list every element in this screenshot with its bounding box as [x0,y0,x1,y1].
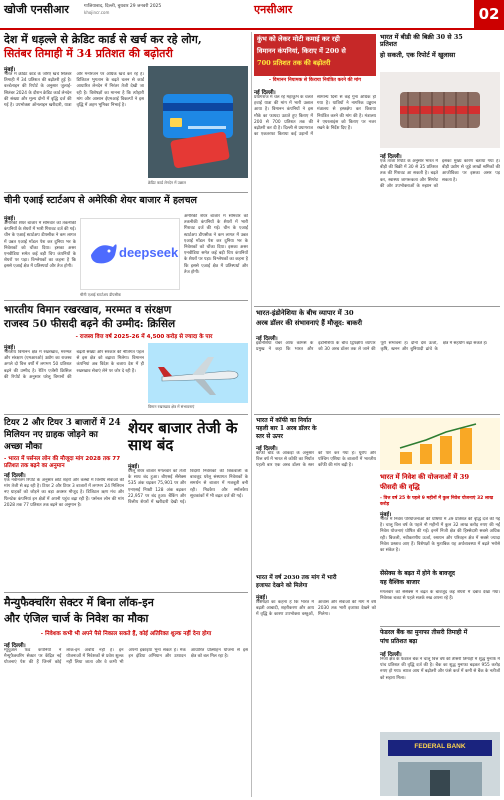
headline-line: अरब डॉलर की संभावनाएं हैं मौजूद: बाकरी [256,319,363,327]
headline-line: कुंभ को लेकर मोटी कमाई कर रही [257,35,340,43]
headline-line: फेडरल बैंक का मुनाफा तीसरी तिमाही में [380,629,468,636]
article-dateline: नई दिल्ली। [256,336,278,342]
article-body: कॉफी बोर्ड के आंकड़ों के अनुसार वित्त वर्ष में भारत से कॉफी का निर्यात पहली बार एक अरब डॉलर के स्तर को पार कर गया है। यूरोप और पश्चिम एशिया के बाजारों में भारतीय कॉफी की मांग बढ़ी है। [256,451,376,469]
article-body: अमेरिकी शेयर बाजार में सोमवार को तकनीकी कंपनियों के शेयरों में भारी गिरावट दर्ज की गई। चीन के एआई स्टार्टअप डीपसीक ने कम लागत में उन्नत एआई मॉडल पेश कर दुनिया भर के निवेशकों को चौंका दिया। इसका असर एनवीडिया समेत कई बड़ी चिप कंपनियों के शेयरों पर पड़ा। विश्लेषकों का कहना है कि इससे एआई क्षेत्र में प्रतिस्पर्धा और तेज होगी। [4,221,76,270]
headline-line: फीसदी की वृद्धि [380,483,420,491]
article-dateline: मुंबई। [128,464,140,470]
article-subhead: - निवेशक कभी भी अपने पैसे निकाल सकते हैं, कोई अतिरिक्त शुल्क नहीं देना होगा [40,631,212,637]
article-body: घरेलू शेयर बाजार मंगलवार को तेजी के साथ बंद हुआ। बीएसई सेंसेक्स 535 अंक चढ़कर 75,901 पर और एनएसई निफ्टी 128 अंक बढ़कर 22,957 पर बंद हुआ। बैंकिंग और वित्तीय शेयरों में खरीदारी देखी गई। विदेशी निवेशकों की बिकवाली के बावजूद घरेलू संस्थागत निवेशकों के समर्थन से बाजार में मजबूती बनी रही। मिडकैप और स्मॉलकैप सूचकांकों में भी बढ़त दर्ज की गई। [128,469,248,506]
headline-line: विमानन कंपनियां, किराए में 200 से [257,47,346,55]
airplane-icon [148,343,248,403]
article-subhead: - भारत में पर्सनल लोन की मौजूदा मांग 2028 तक 77 प्रतिशत तक बढ़ने का अनुमान [4,456,121,469]
coins-growth-icon [380,418,500,470]
article-dateline: नई दिल्ली। [4,473,26,479]
column-divider [251,32,252,797]
article-subhead: - राजस्व वित्त वर्ष 2025-26 में 4,500 करोड़ से ज्यादा के पार [75,334,213,340]
headline-line: यह वैश्विक बाजार [380,579,420,586]
article-dateline: मुंबई। [256,595,268,601]
headline-line: मैन्युफैक्चरिंग सेक्टर में बिना लॉक-इन [4,596,154,609]
headline-line: भारत में कॉफी का निर्यात [256,417,312,424]
article-dateline: नई दिल्ली। [380,154,402,160]
section-rule [4,300,248,301]
headline-line: इजाफा देखने को मिलेगा [256,583,308,589]
headline-line: 700 प्रतिशत तक की बढ़ोतरी [257,59,331,67]
article-body: इंडोनेशिया चैंबर ऑफ कॉमर्स के प्रमुख ने कहा कि भारत और इंडोनेशिया के बीच द्विपक्षीय व्यापार को 30 अरब डॉलर तक ले जाने की पूरी संभावना है। दोनों देश ऊर्जा, कृषि, खनन और बुनियादी ढांचे के क्षेत्र में सहयोग बढ़ा सकते हैं। [256,341,488,353]
headline-line: टियर 2 और टियर 3 बाजारों में 24 [4,418,121,428]
bidi-photo [380,72,500,148]
article-dateline: नई दिल्ली। [380,652,402,658]
federal-bank-photo [380,732,500,796]
article-subhead: - वित्त वर्ष 25 के पहले 9 महीनों में कुल निवेश योजनाएं 32 लाख करोड़ [380,496,494,507]
headline-line: पांच प्रतिशत बढ़ा [380,638,418,645]
bank-sign-text: FEDERAL BANK [414,743,466,750]
article-dateline: नई दिल्ली। [254,90,276,96]
deepseek-logo-panel [80,218,180,290]
newspaper-brand: खोजी एनसीआर [4,3,69,16]
article-body: भारतीय विमानन क्षेत्र में रखरखाव, मरम्मत और संरक्षण (एमआरओ) उद्योग का राजस्व अगले दो वित्त वर्षों में लगभग 50 प्रतिशत बढ़ने की उम्मीद है। रेटिंग एजेंसी क्रिसिल की रिपोर्ट के अनुसार घरेलू विमानों की बढ़ती संख्या और सरकार की नीतिगत पहल से इस क्षेत्र को बढ़ावा मिलेगा। विमानन कंपनियां अब विदेश के बजाय देश में ही रखरखाव सेवाएं लेने पर जोर दे रही हैं। [4,350,144,380]
airplane-photo [148,343,248,403]
headline-line: भारत में बीडी की बिक्री 30 से 35 प्रतिशत [380,33,463,49]
headline-line: सितंबर तिमाही में 34 प्रतिशत की बढ़ोतरी [4,47,173,60]
credit-card-photo [148,66,248,178]
headline-big: शेयर बाजार तेजी के साथ बंद [128,419,238,454]
article-subhead: - विमानन नियामक से किराया नियंत्रित करने की मांग [269,78,361,83]
section-rule [4,192,248,193]
article-body-continued: अमेरिकी शेयर बाजार में सोमवार को तकनीकी कंपनियों के शेयरों में भारी गिरावट दर्ज की गई। चीन के एआई स्टार्टअप डीपसीक ने कम लागत में उन्नत एआई मॉडल पेश कर दुनिया भर के निवेशकों को चौंका दिया। इसका असर एनवीडिया समेत कई बड़ी चिप कंपनियों के शेयरों पर पड़ा। विश्लेषकों का कहना है कि इससे एआई क्षेत्र में प्रतिस्पर्धा और तेज होगी। [184,214,248,275]
section-rule [380,626,500,627]
page-number: 02 [474,0,504,28]
section-rule [254,414,500,415]
headline-line: भारत में वर्ष 2030 तक मांग में भारी [256,575,337,581]
headline-line: पहली बार 1 अरब डॉलर के [256,425,317,432]
headline-line: सेंसेक्स के बढ़त में होने के बावजूद [380,570,455,577]
photo-caption: विमान रखरखाव क्षेत्र में संभावनाएं [148,404,195,409]
masthead [0,0,504,30]
article-body: भारत में क्रेडिट कार्ड के जरिए खर्च सितंबर तिमाही में 34 प्रतिशत की बढ़ोतरी हुई है। वर्ल्डलाइन की रिपोर्ट के अनुसार जुलाई-सितंबर 2024 के दौरान क्रेडिट कार्ड लेनदेन की संख्या और मूल्य दोनों में वृद्धि दर्ज की गई है। उपभोक्ता ऑनलाइन खरीदारी, यात्रा और मनोरंजन पर अधिक खर्च कर रहे हैं। डिजिटल भुगतान के बढ़ते चलन से कार्ड आधारित लेनदेन में निरंतर तेजी देखी जा रही है। विशेषज्ञों का मानना है कि त्योहारी मांग और आसान ईएमआई विकल्पों ने इस वृद्धि में अहम भूमिका निभाई है। [4,72,144,109]
article-body: निजी क्षेत्र के फेडरल बैंक ने चालू वित्त वर्ष की तीसरी तिमाही में शुद्ध मुनाफे में पांच प्रतिशत की वृद्धि दर्ज की है। बैंक का शुद्ध मुनाफा बढ़कर 955 करोड़ रुपए हो गया। ब्याज आय में बढ़ोतरी और फंसे कर्ज में कमी से बैंक के नतीजों को सहारा मिला। [380,657,500,681]
article-dateline: मुंबई। [4,345,16,351]
article-dateline: मुंबई। [4,67,16,73]
headline-line: राजस्व 50 फीसदी बढ़ने की उम्मीद: क्रिसिल [4,318,176,330]
headline-line: मिलियन नए ग्राहक जोड़ने का [4,430,98,440]
photo-caption: चीनी एआई स्टार्टअप डीपसीक [80,292,121,297]
website-line: khojincr.com [84,10,110,15]
headline-line: हो सकती, एक रिपोर्ट में खुलासा [380,51,456,59]
headline-line: देश में धड़ल्ले से क्रेडिट कार्ड से खर्च कर रहे लोग, [4,33,202,46]
section-rule [4,592,248,593]
article-dateline: नई दिल्ली। [256,446,278,452]
article-body: मंगलवार को सेंसेक्स में बढ़त के बावजूद कई शेयरों में दबाव देखा गया। निवेशक बजट से पहले सतर्क रुख अपना रहे हैं। [380,590,500,602]
article-dateline: नई दिल्ली। [4,643,26,649]
deepseek-logo-text: deepseek [119,245,179,260]
article-dateline: मुंबई। [4,216,16,222]
headline-line: स्तर से ऊपर [256,433,284,440]
headline-line: भारत में निवेश की योजनाओं में 39 [380,473,470,481]
headline-line: और एंजिल चार्ज के निवेश का मौका [4,612,149,625]
bank-door [430,770,450,796]
article-body: एक ताजा रिपोर्ट के अनुसार भारत में बीड़ी की बिक्री में 30 से 35 प्रतिशत तक की गिरावट आ सकती है। बढ़ते कर, स्वास्थ्य जागरूकता और सिगरेट की ओर उपभोक्ताओं के रुझान को इसका मुख्य कारण बताया गया है। बीड़ी उद्योग से जुड़े लाखों श्रमिकों की आजीविका पर इसका असर पड़ सकता है। [380,159,500,189]
investment-photo [380,418,500,470]
section-rule [254,306,500,307]
headline-line: अच्छा मौका [4,442,43,452]
date-line: गाजियाबाद, दिल्ली, बुधवार 29 जनवरी 2025 [84,4,162,9]
bidi-bundle-icon [380,72,500,148]
article-body: प्रयागराज में चल रहे महाकुंभ के चलते हवाई यात्रा की मांग में भारी उछाल आया है। विमानन कंपनियों ने इस मौके का फायदा उठाते हुए किराए में 200 से 700 प्रतिशत तक की बढ़ोतरी कर दी है। दिल्ली से प्रयागराज का एकतरफा किराया कई उड़ानों में सामान्य दिनों से कई गुना अधिक हो गया है। यात्रियों ने नागरिक उड्डयन मंत्रालय से हस्तक्षेप कर किराया नियंत्रित करने की मांग की है। मंत्रालय ने एयरलाइंस को किराए पर नजर रखने के निर्देश दिए हैं। [254,95,376,138]
article-body: भारत में निवेश परियोजनाओं की घोषणा में 39 प्रतिशत की वृद्धि दर्ज की गई है। चालू वित्त वर्ष के पहले नौ महीनों में कुल 32 लाख करोड़ रुपए की नई निवेश योजनाएं घोषित की गईं। इनमें निजी क्षेत्र की हिस्सेदारी सबसे अधिक रही। बिजली, नवीकरणीय ऊर्जा, रसायन और परिवहन क्षेत्र में सबसे ज्यादा निवेश प्रस्ताव आए हैं। विशेषज्ञों के मुताबिक यह अर्थव्यवस्था में बढ़ते भरोसे का संकेत है। [380,517,500,554]
credit-card-icon [148,66,248,178]
article-body: विशेषज्ञों का कहना है कि भारत में बढ़ती आबादी, शहरीकरण और आय में वृद्धि के कारण उपभोक्ता वस्तुओं, आवास और सेवाओं की मांग में वर्ष 2030 तक भारी इजाफा देखने को मिलेगा। [256,600,376,618]
section-rule [4,414,248,415]
article-body: एक नवीनतम रिपोर्ट के अनुसार छोटे शहरों और कस्बों में वित्तीय सेवाओं की मांग तेजी से बढ़ रही है। टियर 2 और टियर 3 बाजारों में लगभग 24 मिलियन नए ग्राहकों को जोड़ने का बड़ा अवसर मौजूद है। डिजिटल ऋण मंच और फिनटेक कंपनियां इन क्षेत्रों में अपनी पहुंच बढ़ा रही हैं। पर्सनल लोन की मांग 2028 तक 77 प्रतिशत तक बढ़ने का अनुमान है। [4,478,124,508]
section-title: एनसीआर [254,3,293,16]
photo-caption: क्रेडिट कार्ड लेनदेन में उछाल [148,180,186,185]
headline-line: चीनी एआई स्टार्टअप से अमेरिकी शेयर बाजार में हलचल [4,195,197,206]
article-dateline: मुंबई। [380,512,392,518]
headline-line: भारतीय विमान रखरखाव, मरम्मत व संरक्षण [4,304,172,316]
article-body: म्यूचुअल फंड कंपनियों ने मैन्युफैक्चरिंग सेक्टर पर केंद्रित नई योजनाएं पेश की हैं जिनमें कोई लॉक-इन अवधि नहीं है। इन योजनाओं में निवेशकों से प्रवेश शुल्क नहीं लिया जाता और वे कभी भी अपनी इकाइयां भुना सकते हैं। मेक इन इंडिया अभियान और उत्पादन आधारित प्रोत्साहन योजना से इस क्षेत्र को बल मिल रहा है। [4,648,248,666]
headline-line: भारत-इंडोनेशिया के बीच व्यापार में 30 [256,309,354,317]
